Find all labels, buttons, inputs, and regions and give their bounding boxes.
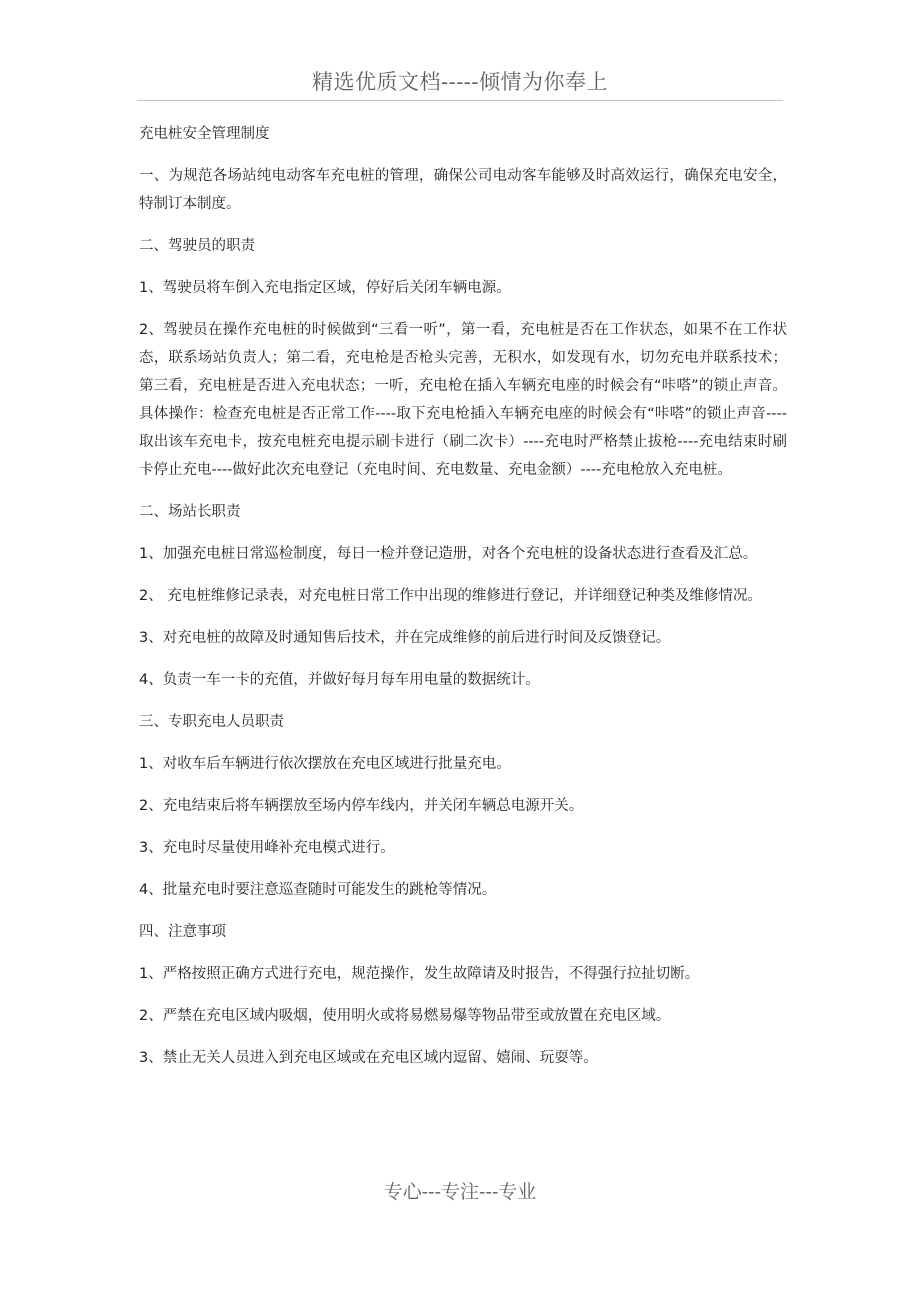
paragraph-staff-4: 4、批量充电时要注意巡查随时可能发生的跳枪等情况。 [139, 882, 497, 898]
paragraph-staff-3: 3、充电时尽量使用峰补充电模式进行。 [139, 840, 395, 856]
header-divider [137, 100, 783, 101]
paragraph-manager-3: 3、对充电桩的故障及时通知售后技术，并在完成维修的前后进行时间及反馈登记。 [139, 630, 671, 646]
paragraph-manager-1: 1、加强充电桩日常巡检制度，每日一检并登记造册，对各个充电桩的设备状态进行查看及汇总。 [139, 546, 758, 562]
paragraph-driver-2: 2、驾驶员在操作充电桩的时候做到“三看一听”，第一看，充电桩是否在工作状态，如果不在工作状态，联系场站负责人；第二看，充电枪是否枪头完善，无积水，如发现有水，切勿充电并联系技术；第三看，充电桩是否进入充电状态；一听，充电枪在插入车辆充电座的时候会有“咔嗒”的锁止声音。具体操作：检查充电桩是否正常工作----取下充电枪插入车辆充电座的时候会有“咔嗒”的锁止声音----取出该车充电卡，按充电桩充电提示刷卡进行（刷二次卡）----充电时严格禁止拔枪----充电结束时刷卡停止充电----做好此次充电登记（充电时间、充电数量、充电金额）----充电枪放入充电桩。 [139, 322, 787, 478]
section-heading-notes: 四、注意事项 [139, 924, 226, 940]
paragraph-manager-4: 4、负责一车一卡的充值，并做好每月每车用电量的数据统计。 [139, 672, 540, 688]
paragraph-notes-3: 3、禁止无关人员进入到充电区域或在充电区域内逗留、嬉闹、玩耍等。 [139, 1050, 598, 1066]
section-heading-charging-staff: 三、专职充电人员职责 [139, 714, 284, 730]
document-body [139, 120, 787, 1086]
paragraph-staff-1: 1、对收车后车辆进行依次摆放在充电区域进行批量充电。 [139, 756, 511, 772]
paragraph-staff-2: 2、充电结束后将车辆摆放至场内停车线内，并关闭车辆总电源开关。 [139, 798, 584, 814]
paragraph-notes-1: 1、严格按照正确方式进行充电，规范操作，发生故障请及时报告，不得强行拉扯切断。 [139, 966, 700, 982]
paragraph-notes-2: 2、严禁在充电区域内吸烟，使用明火或将易燃易爆等物品带至或放置在充电区域。 [139, 1008, 671, 1024]
paragraph-driver-1: 1、驾驶员将车倒入充电指定区域，停好后关闭车辆电源。 [139, 280, 511, 296]
document-title: 充电桩安全管理制度 [139, 126, 270, 142]
page-footer: 专心---专注---专业 [383, 1181, 537, 1203]
paragraph-intro: 一、为规范各场站纯电动客车充电桩的管理，确保公司电动客车能够及时高效运行，确保充电安全，特制订本制度。 [139, 168, 787, 212]
paragraph-manager-2: 2、 充电桩维修记录表，对充电桩日常工作中出现的维修进行登记，并详细登记种类及维修情况。 [139, 588, 762, 604]
section-heading-driver: 二、驾驶员的职责 [139, 238, 255, 254]
section-heading-station-manager: 二、场站长职责 [139, 504, 241, 520]
page-header: 精选优质文档-----倾情为你奉上 [312, 70, 608, 94]
